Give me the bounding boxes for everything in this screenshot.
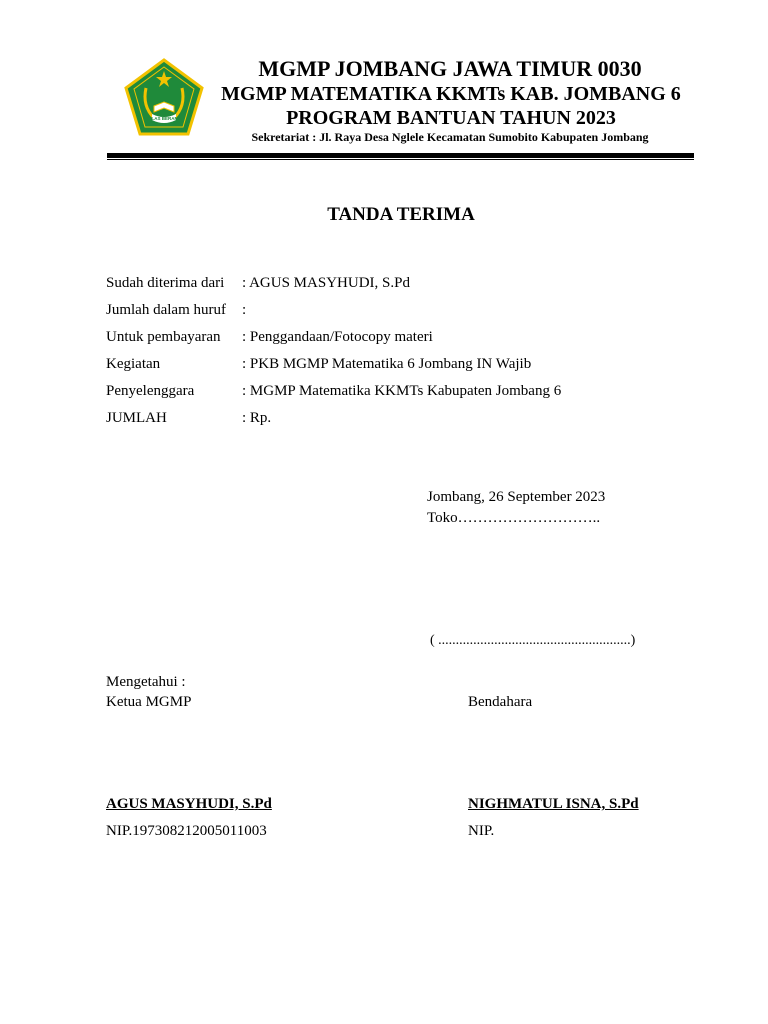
left-signer-nip: NIP.197308212005011003 bbox=[106, 823, 267, 839]
left-signer-name: AGUS MASYHUDI, S.Pd bbox=[106, 796, 272, 812]
field-row bbox=[106, 300, 246, 320]
field-row bbox=[106, 408, 271, 428]
field-row bbox=[106, 273, 410, 293]
field-label: JUMLAH bbox=[106, 410, 167, 426]
right-signer-name: NIGHMATUL ISNA, S.Pd bbox=[468, 796, 639, 812]
field-row bbox=[106, 354, 531, 374]
field-value: : AGUS MASYHUDI, S.Pd bbox=[242, 275, 410, 291]
field-label: Kegiatan bbox=[106, 356, 161, 372]
left-signer-role: Ketua MGMP bbox=[106, 694, 192, 710]
field-value: : PKB MGMP Matematika 6 Jombang IN Wajib bbox=[242, 356, 532, 372]
header-org-line1: MGMP JOMBANG JAWA TIMUR 0030 bbox=[258, 56, 642, 81]
field-label: Jumlah dalam huruf bbox=[106, 302, 226, 318]
field-label: Sudah diterima dari bbox=[106, 275, 225, 291]
field-label: Penyelenggara bbox=[106, 383, 195, 399]
header-divider-thin bbox=[107, 159, 694, 160]
header-divider-thick bbox=[107, 153, 694, 158]
field-row bbox=[106, 327, 433, 347]
field-value: : Rp. bbox=[242, 410, 272, 426]
field-row bbox=[106, 381, 561, 401]
store-signature-line: ( .......................................................) bbox=[430, 633, 636, 648]
field-value: : bbox=[242, 302, 247, 318]
field-value: : MGMP Matematika KKMTs Kabupaten Jombang 6 bbox=[242, 383, 562, 399]
right-signer-role: Bendahara bbox=[468, 694, 533, 710]
field-label: Untuk pembayaran bbox=[106, 329, 221, 345]
header-org-line3: PROGRAM BANTUAN TAHUN 2023 bbox=[286, 107, 616, 129]
place-date: Jombang, 26 September 2023 bbox=[427, 489, 606, 505]
header-org-line2: MGMP MATEMATIKA KKMTs KAB. JOMBANG 6 bbox=[221, 83, 681, 105]
store-name: Toko……………………….. bbox=[427, 510, 601, 526]
header-address: Sekretariat : Jl. Raya Desa Nglele Kecamatan Sumobito Kabupaten Jombang bbox=[251, 130, 649, 144]
acknowledged-label: Mengetahui : bbox=[106, 674, 186, 690]
kemenag-logo-icon bbox=[124, 58, 204, 138]
document-title: TANDA TERIMA bbox=[327, 204, 475, 225]
field-value: : Penggandaan/Fotocopy materi bbox=[242, 329, 433, 345]
right-signer-nip: NIP. bbox=[468, 823, 495, 839]
svg-text:IKHLAS BERAMAL: IKHLAS BERAMAL bbox=[143, 116, 185, 121]
